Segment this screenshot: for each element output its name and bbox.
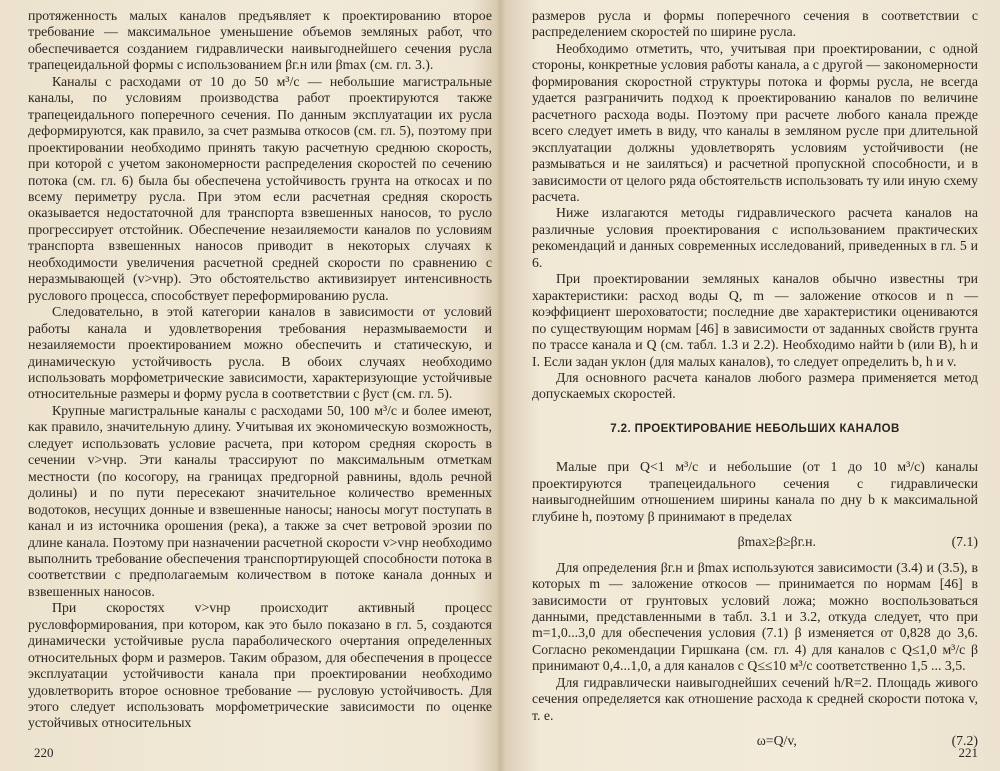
left-page-text	[28, 8, 492, 732]
right-paragraph-3: Ниже излагаются методы гидравлического расчета каналов на различные условия проектирования с использованием практических рекомендаций и данных современных исследований, приведенных в гл. 5 и 6.	[532, 205, 978, 270]
left-paragraph-3: Следовательно, в этой категории каналов в зависимости от условий работы канала и удовлетворения требования неразмываемости и незаиляемости проектированием можно обеспечить и статическую, и динамическую устойчивость русла. В обоих случаях необходимо использовать морфометрические зависимости, характеризующие устойчивые относительные размеры и форму русла в соответствии с βуст (см. гл. 5).	[28, 304, 492, 402]
left-paragraph-2: Каналы с расходами от 10 до 50 м³/с — небольшие магистральные каналы, по условиям производства работ проектируются также трапецеидального поперечного сечения. По данным эксплуатации их русла деформируются, как правило, за счет размыва откосов (см. гл. 5), поэтому при проектировании необходимо принять такую расчетную среднюю скорость, при которой с учетом закономерности распределения скоростей по сечению потока (см. гл. 6) была бы обеспечена устойчивость грунта на откосах и по всему периметру русла. При этом если расчетная средняя скорость оказывается недостаточной для транспорта взвешенных наносов, то русло прогрессирует отстойник. Обеспечение незаиляемости каналов по условиям транспорта взвешенных наносов приводит в некоторых случаях к необходимости увеличения расчетной средней скорости по сравнению с неразмывающей (v>vнр). Это обстоятельство активизирует интенсивность руслового процесса, способствует переформированию русла.	[28, 73, 492, 303]
left-paragraph-5: При скоростях v>vнр происходит активный процесс русловформирования, при котором, как это было показано в гл. 5, создаются динамически устойчивые русла параболического очертания определенных относительных форм и размеров. Таким образом, для обеспечения в процессе эксплуатации устойчивости канала при проектировании необходимо удовлетворить второе основное требование — русловую устойчивость. Для этого следует использовать морфометрические зависимости по оценке устойчивых относительных	[28, 600, 492, 731]
formula-7-1-number: (7.1)	[951, 534, 978, 550]
formula-7-2-number: (7.2)	[951, 733, 978, 749]
left-page-number: 220	[34, 745, 54, 760]
right-paragraph-last: Для гидравлически наивыгоднейших сечений h/R=2. Площадь живого сечения определяется как отношение расхода к средней скорости потока v, т. е.	[532, 674, 978, 723]
formula-7-1	[532, 534, 978, 550]
right-paragraph-intro: Малые при Q<1 м³/с и небольшие (от 1 до 10 м³/с) каналы проектируются трапецеидального сечения с гидравлически наивыгоднейшим отношением ширины канала по дну b к максимальной глубине h, поэтому β принимают в пределах	[532, 459, 978, 524]
right-paragraph-5: Для основного расчета каналов любого размера применяется метод допускаемых скоростей.	[532, 369, 978, 402]
left-page	[0, 0, 498, 771]
right-paragraph-1: размеров русла и формы поперечного сечения в соответствии с распределением скоростей по ширине русла.	[532, 8, 978, 40]
right-page-text	[532, 8, 978, 750]
formula-7-2-expression: ω=Q/v,	[756, 733, 797, 749]
right-paragraph-2: Необходимо отметить, что, учитывая при проектировании, с одной стороны, конкретные условия работы канала, а с другой — закономерности формирования скоростной структуры потока и формы русла, не всегда удается разграничить подход к проектированию каналов по величине расчетного расхода воды. Поэтому при расчете любого канала прежде всего следует иметь в виду, что каналы в земляном русле при длительной эксплуатации должны удовлетворять условиям устойчивости (не размываться и не заиляться) и расчетной пропускной способности, и в зависимости от целого ряда обстоятельств использовать ту или иную схему расчета.	[532, 40, 978, 204]
formula-7-2	[532, 733, 978, 749]
left-paragraph-1: протяженность малых каналов предъявляет к проектированию второе требование — максимальное уменьшение объемов земляных работ, что обеспечивается созданием гидравлически наивыгоднейшего сечения русла трапецеидальной формы с использованием βг.н или βmax (см. гл. 3.).	[28, 8, 492, 73]
section-heading: 7.2. ПРОЕКТИРОВАНИЕ НЕБОЛЬШИХ КАНАЛОВ	[610, 422, 900, 435]
right-paragraph-mid: Для определения βг.н и βmax используются зависимости (3.4) и (3.5), в которых m — заложение откосов — принимается по нормам [46] в зависимости от грунтовых условий ложа; можно воспользоваться данными, представленными в табл. 3.1 и 3.2, откуда следует, что при m=1,0...3,0 для обеспечения условия (7.1) β изменяется от 0,828 до 3,6. Согласно рекомендации Гиршкана (см. гл. 4) для каналов с Q≤1,0 м³/с β принимают 0,4...1,0, а для каналов с Q≤≤10 м³/с соответственно 1,5 ... 3,5.	[532, 559, 978, 674]
right-page	[502, 0, 1000, 771]
right-paragraph-4: При проектировании земляных каналов обычно известны три характеристики: расход воды Q, m — заложение откосов и n — коэффициент шероховатости; последние две характеристики оцениваются по существующим нормам [46] в зависимости от заданных свойств грунта по трассе канала и Q (см. табл. 1.3 и 2.2). Необходимо найти b (или B), h и I. Если задан уклон (для малых каналов), то следует определить b, h и v.	[532, 271, 978, 369]
formula-7-1-expression: βmax≥β≥βг.н.	[737, 534, 816, 550]
right-page-number: 221	[958, 745, 978, 760]
left-paragraph-4: Крупные магистральные каналы с расходами 50, 100 м³/с и более имеют, как правило, значительную длину. Учитывая их экономическую возможность, следует использовать условие расчета, при котором средняя скорость в сечении v>vнр. Эти каналы трассируют по максимальным отметкам местности (по косогору, на границах предгорной равнины, вдоль речной долины) и по пути пересекают значительное количество временных водотоков, несущих донные и взвешенные наносы; наносы могут поступать в канал и из источника орошения (река), а также за счет ветровой эрозии по длине канала. Поэтому при назначении расчетной скорости v>vнр необходимо выполнить требование обеспечения транспортирующей способности потока в соответствии с предполагаемым количеством в потоке канала донных и взвешенных наносов.	[28, 402, 492, 599]
